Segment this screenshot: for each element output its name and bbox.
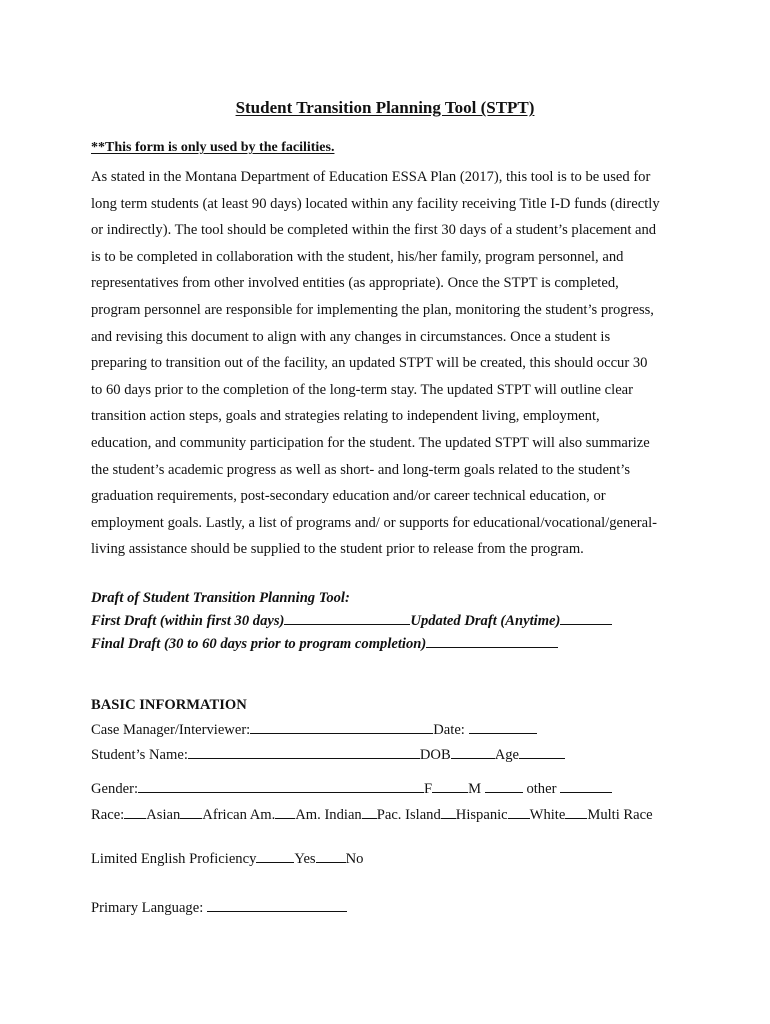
final-draft-label: Final Draft (30 to 60 days prior to program completion) bbox=[91, 636, 427, 652]
updated-draft-label: Updated Draft (Anytime) bbox=[410, 613, 561, 629]
dob-field[interactable] bbox=[451, 746, 495, 759]
student-name-row bbox=[91, 746, 565, 764]
paragraph-line: transition action steps, goals and strategies relating to independent living, employment, bbox=[91, 408, 600, 425]
pac-island-field[interactable] bbox=[362, 806, 377, 819]
african-am-label: African Am. bbox=[202, 807, 276, 823]
lep-label: Limited English Proficiency bbox=[91, 851, 257, 867]
race-row bbox=[91, 806, 653, 824]
dob-label: DOB bbox=[419, 747, 451, 763]
draft-heading: Draft of Student Transition Planning Tool: bbox=[91, 590, 350, 606]
am-indian-label: Am. Indian bbox=[295, 807, 362, 823]
case-manager-label: Case Manager/Interviewer: bbox=[91, 722, 251, 738]
paragraph-line: to 60 days prior to the completion of the long-term stay. The updated STPT will outline clear bbox=[91, 381, 634, 398]
paragraph-line: living assistance should be supplied to the student prior to release from the program. bbox=[91, 541, 584, 558]
paragraph-line: and revising this document to align with any changes in circumstances. Once a student is bbox=[91, 328, 611, 345]
female-field[interactable] bbox=[432, 780, 468, 793]
draft-section bbox=[91, 587, 612, 656]
student-name-field[interactable] bbox=[188, 746, 420, 759]
african-am-field[interactable] bbox=[180, 806, 202, 819]
white-label: White bbox=[529, 807, 566, 823]
paragraph-line: or indirectly). The tool should be completed within the first 30 days of a student’s placement and bbox=[91, 222, 657, 239]
paragraph-line: As stated in the Montana Department of Education ESSA Plan (2017), this tool is to be used for bbox=[91, 169, 651, 185]
date-label: Date: bbox=[433, 722, 465, 738]
lep-yes-field[interactable] bbox=[256, 850, 294, 863]
gender-row bbox=[91, 780, 612, 798]
final-draft-blank[interactable] bbox=[426, 635, 558, 648]
age-field[interactable] bbox=[519, 746, 565, 759]
race-label: Race: bbox=[91, 807, 125, 823]
paragraph-line: representatives from other involved entities (as appropriate). Once the STPT is completed, bbox=[91, 275, 619, 292]
first-draft-label: First Draft (within first 30 days) bbox=[91, 613, 285, 629]
other-label: other bbox=[526, 781, 557, 797]
male-label: M bbox=[468, 781, 482, 797]
intro-paragraph bbox=[91, 164, 691, 563]
date-field[interactable] bbox=[469, 721, 537, 734]
paragraph-line: employment goals. Lastly, a list of programs and/ or supports for educational/vocational/general- bbox=[91, 514, 658, 531]
female-label: F bbox=[424, 781, 433, 797]
paragraph-line: long term students (at least 90 days) located within any facility receiving Title I-D funds (directly bbox=[91, 195, 660, 212]
primary-language-field[interactable] bbox=[207, 899, 347, 912]
document-title: Student Transition Planning Tool (STPT) bbox=[235, 98, 535, 117]
updated-draft-blank[interactable] bbox=[560, 612, 612, 625]
paragraph-line: program personnel are responsible for implementing the plan, monitoring the student’s progress, bbox=[91, 301, 654, 318]
asian-label: Asian bbox=[146, 807, 181, 823]
lep-no-label: No bbox=[345, 851, 364, 867]
gender-field[interactable] bbox=[138, 780, 424, 793]
lep-no-field[interactable] bbox=[316, 850, 346, 863]
male-field[interactable] bbox=[485, 780, 523, 793]
other-field[interactable] bbox=[560, 780, 612, 793]
hispanic-label: Hispanic bbox=[455, 807, 508, 823]
am-indian-field[interactable] bbox=[275, 806, 295, 819]
multi-race-field[interactable] bbox=[565, 806, 587, 819]
age-label: Age bbox=[494, 747, 520, 763]
paragraph-line: graduation requirements, post-secondary education and/or career technical education, or bbox=[91, 488, 606, 505]
basic-info-heading: BASIC INFORMATION bbox=[91, 697, 247, 713]
gender-label: Gender: bbox=[91, 781, 139, 797]
facilities-note: **This form is only used by the facilities. bbox=[91, 140, 335, 155]
draft-row-first bbox=[91, 610, 612, 633]
case-manager-row bbox=[91, 721, 537, 739]
first-draft-blank[interactable] bbox=[284, 612, 410, 625]
student-name-label: Student’s Name: bbox=[91, 747, 188, 763]
draft-row-final bbox=[91, 633, 612, 656]
pac-island-label: Pac. Island bbox=[376, 807, 441, 823]
asian-field[interactable] bbox=[124, 806, 146, 819]
primary-language-row bbox=[91, 899, 347, 917]
primary-language-label: Primary Language: bbox=[91, 900, 204, 916]
paragraph-line: the student’s academic progress as well as short- and long-term goals related to the student’s bbox=[91, 461, 631, 478]
multi-race-label: Multi Race bbox=[587, 807, 653, 823]
paragraph-line: education, and community participation for the student. The updated STPT will also summarize bbox=[91, 434, 650, 451]
paragraph-line: preparing to transition out of the facility, an updated STPT will be created, this should occur 30 bbox=[91, 355, 648, 372]
lep-yes-label: Yes bbox=[294, 851, 316, 867]
case-manager-field[interactable] bbox=[250, 721, 433, 734]
white-field[interactable] bbox=[508, 806, 530, 819]
paragraph-line: is to be completed in collaboration with the student, his/her family, program personnel, and bbox=[91, 248, 624, 265]
hispanic-field[interactable] bbox=[441, 806, 456, 819]
lep-row bbox=[91, 850, 363, 868]
